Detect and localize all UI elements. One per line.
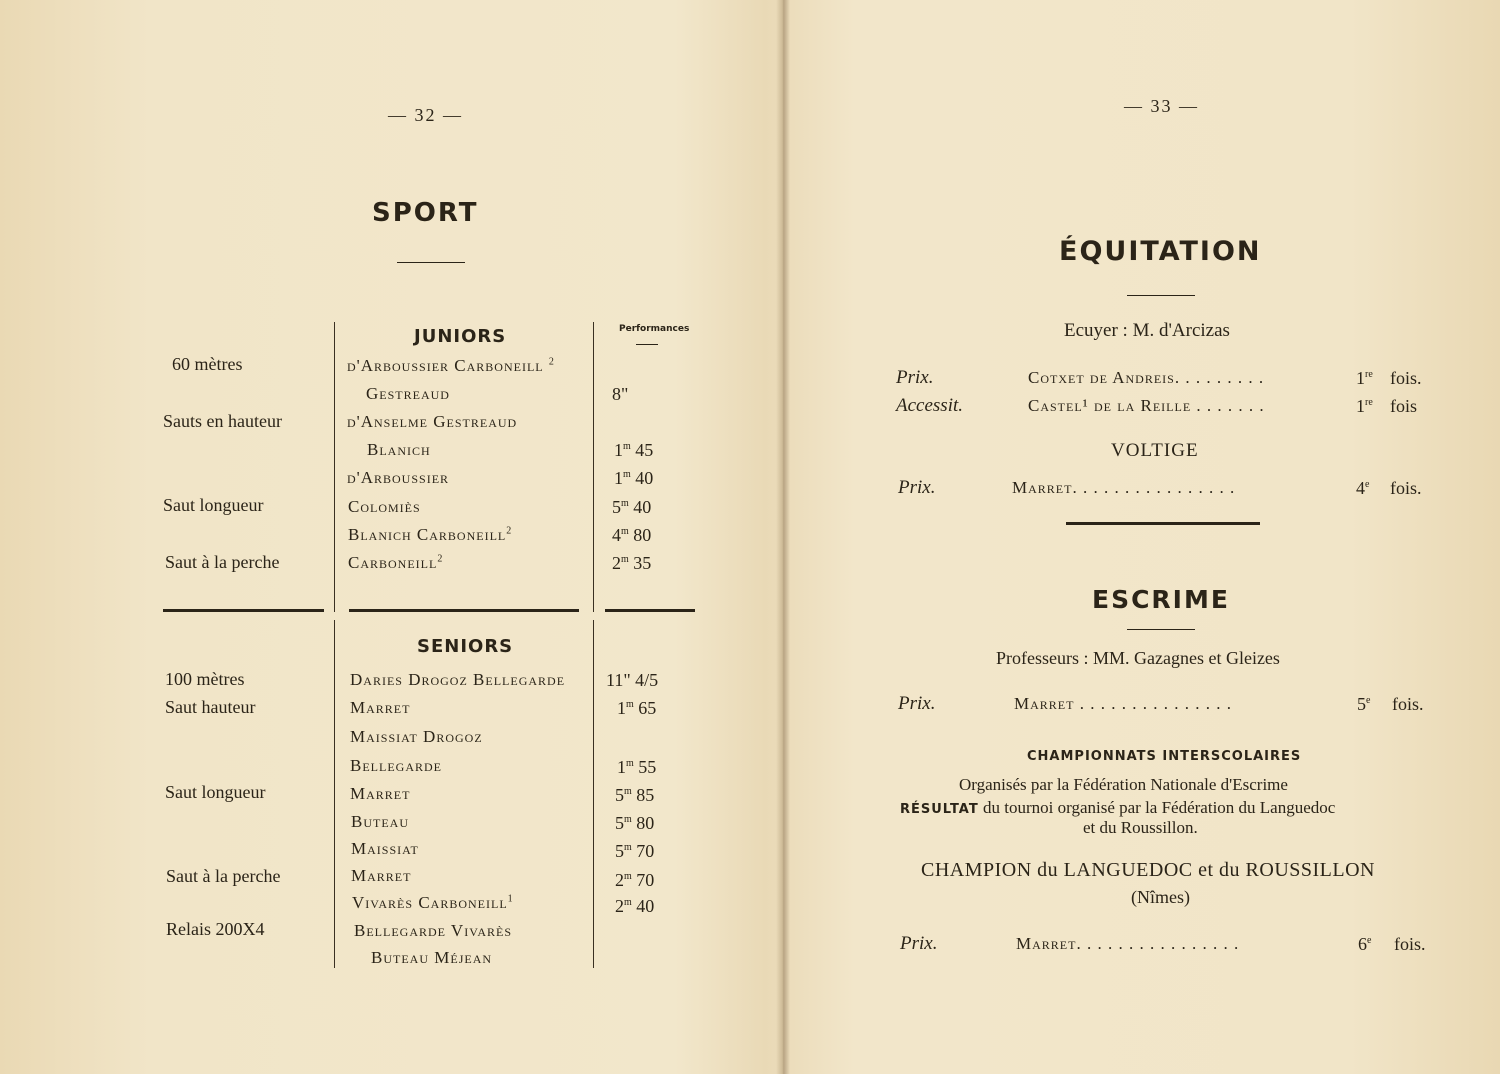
- title-underline: [1127, 295, 1195, 296]
- event-label: Saut longueur: [165, 782, 266, 802]
- award-label: Accessit.: [896, 395, 964, 416]
- championnats-heading: CHAMPIONNATS INTERSCOLAIRES: [1027, 749, 1302, 764]
- athlete-name: Bellegarde Vivarès: [354, 921, 512, 940]
- award-name: Marret. . . . . . . . . . . . . . . .: [1012, 478, 1236, 497]
- award-name: Marret . . . . . . . . . . . . . . .: [1014, 694, 1232, 713]
- athlete-name: Marret: [350, 698, 411, 717]
- voltige-heading: VOLTIGE: [1111, 440, 1199, 461]
- event-label: Relais 200X4: [166, 919, 265, 939]
- professeurs-line: Professeurs : MM. Gazagnes et Gleizes: [996, 648, 1280, 668]
- award-rank: 1re: [1356, 396, 1373, 416]
- award-name: Marret. . . . . . . . . . . . . . . .: [1016, 934, 1240, 953]
- performance-value: 5$^m$ 40: [612, 497, 652, 517]
- column-divider: [593, 620, 594, 968]
- book-gutter: [776, 0, 790, 1074]
- performance-value: 1$^m$ 45: [614, 440, 654, 460]
- athlete-name: Blanich: [367, 440, 431, 459]
- award-label: Prix.: [898, 477, 936, 498]
- athlete-name: Blanich Carboneill$^2$: [348, 525, 513, 544]
- column-divider: [334, 620, 335, 968]
- performance-value: 2$^m$ 35: [612, 553, 652, 573]
- section-separator: [349, 609, 579, 612]
- title-underline: [397, 262, 465, 263]
- athlete-name: Buteau: [351, 812, 409, 831]
- right-page-number: — 33 —: [1124, 96, 1199, 116]
- juniors-heading: JUNIORS: [414, 326, 507, 347]
- award-label: Prix.: [896, 367, 934, 388]
- section-separator: [1066, 522, 1260, 525]
- title-underline: [1127, 629, 1195, 630]
- resultat-line: RÉSULTAT du tournoi organisé par la Fédération du Languedoc: [900, 798, 1336, 817]
- award-count: fois.: [1394, 934, 1426, 954]
- athlete-name: Bellegarde: [350, 756, 442, 775]
- performance-value: 5$^m$ 85: [615, 785, 655, 805]
- performance-value: 11" 4/5: [606, 670, 659, 690]
- event-label: Saut à la perche: [166, 866, 281, 886]
- section-separator: [163, 609, 324, 612]
- performance-value: 1$^m$ 55: [617, 757, 657, 777]
- organises-line: Organisés par la Fédération Nationale d'Escrime: [959, 775, 1288, 794]
- athlete-name: Daries Drogoz Bellegarde: [350, 670, 566, 689]
- award-count: fois: [1390, 396, 1417, 416]
- athlete-name: Buteau Méjean: [371, 948, 493, 967]
- sport-title: SPORT: [372, 198, 479, 228]
- award-label: Prix.: [898, 693, 936, 714]
- award-count: fois.: [1392, 694, 1424, 714]
- athlete-name: d'Arboussier: [347, 468, 450, 487]
- award-label: Prix.: [900, 933, 938, 954]
- nimes-line: (Nîmes): [1131, 887, 1190, 907]
- performance-value: 1$^m$ 40: [614, 468, 654, 488]
- athlete-name: Colomiès: [348, 497, 421, 516]
- award-rank: 6e: [1358, 934, 1372, 954]
- athlete-name: Gestreaud: [366, 384, 450, 403]
- performance-value: 1$^m$ 65: [617, 698, 657, 718]
- athlete-name: Marret: [350, 784, 411, 803]
- champion-line: CHAMPION du LANGUEDOC et du ROUSSILLON: [921, 859, 1375, 881]
- athlete-name: Marret: [351, 866, 412, 885]
- event-label: Saut longueur: [163, 495, 264, 515]
- column-divider: [334, 322, 335, 612]
- award-name: Castel¹ de la Reille . . . . . . .: [1028, 396, 1265, 415]
- award-count: fois.: [1390, 368, 1422, 388]
- resultat-line-2: et du Roussillon.: [1083, 818, 1198, 837]
- left-page-number: — 32 —: [388, 105, 463, 125]
- seniors-heading: SENIORS: [417, 636, 514, 657]
- athlete-name: d'Anselme Gestreaud: [347, 412, 518, 431]
- athlete-name: Vivarès Carboneill$^1$: [352, 893, 514, 912]
- performance-value: 8": [612, 384, 629, 404]
- performance-value: 5$^m$ 80: [615, 813, 655, 833]
- athlete-name: Maissiat: [351, 839, 419, 858]
- event-label: 60 mètres: [172, 354, 243, 374]
- column-divider: [593, 322, 594, 612]
- award-rank: 1re: [1356, 368, 1373, 388]
- escrime-title: ESCRIME: [1092, 585, 1230, 614]
- ecuyer-line: Ecuyer : M. d'Arcizas: [1064, 320, 1230, 341]
- athlete-name: Carboneill$^2$: [348, 553, 444, 572]
- event-label: Saut hauteur: [165, 697, 256, 717]
- award-count: fois.: [1390, 478, 1422, 498]
- athlete-name: d'Arboussier Carboneill $^2$: [347, 356, 555, 375]
- award-name: Cotxet de Andreis. . . . . . . . .: [1028, 368, 1265, 387]
- performance-value: 2$^m$ 40: [615, 896, 655, 916]
- performance-value: 4$^m$ 80: [612, 525, 652, 545]
- equitation-title: ÉQUITATION: [1059, 236, 1262, 267]
- perf-header-rule: [636, 344, 658, 345]
- award-rank: 5e: [1357, 694, 1371, 714]
- athlete-name: Maissiat Drogoz: [350, 727, 483, 746]
- performance-value: 5$^m$ 70: [615, 841, 655, 861]
- performances-header: Performances: [619, 324, 690, 334]
- award-rank: 4e: [1356, 478, 1370, 498]
- event-label: 100 mètres: [165, 669, 245, 689]
- performance-value: 2$^m$ 70: [615, 870, 655, 890]
- event-label: Saut à la perche: [165, 552, 280, 572]
- section-separator: [605, 609, 695, 612]
- event-label: Sauts en hauteur: [163, 411, 282, 431]
